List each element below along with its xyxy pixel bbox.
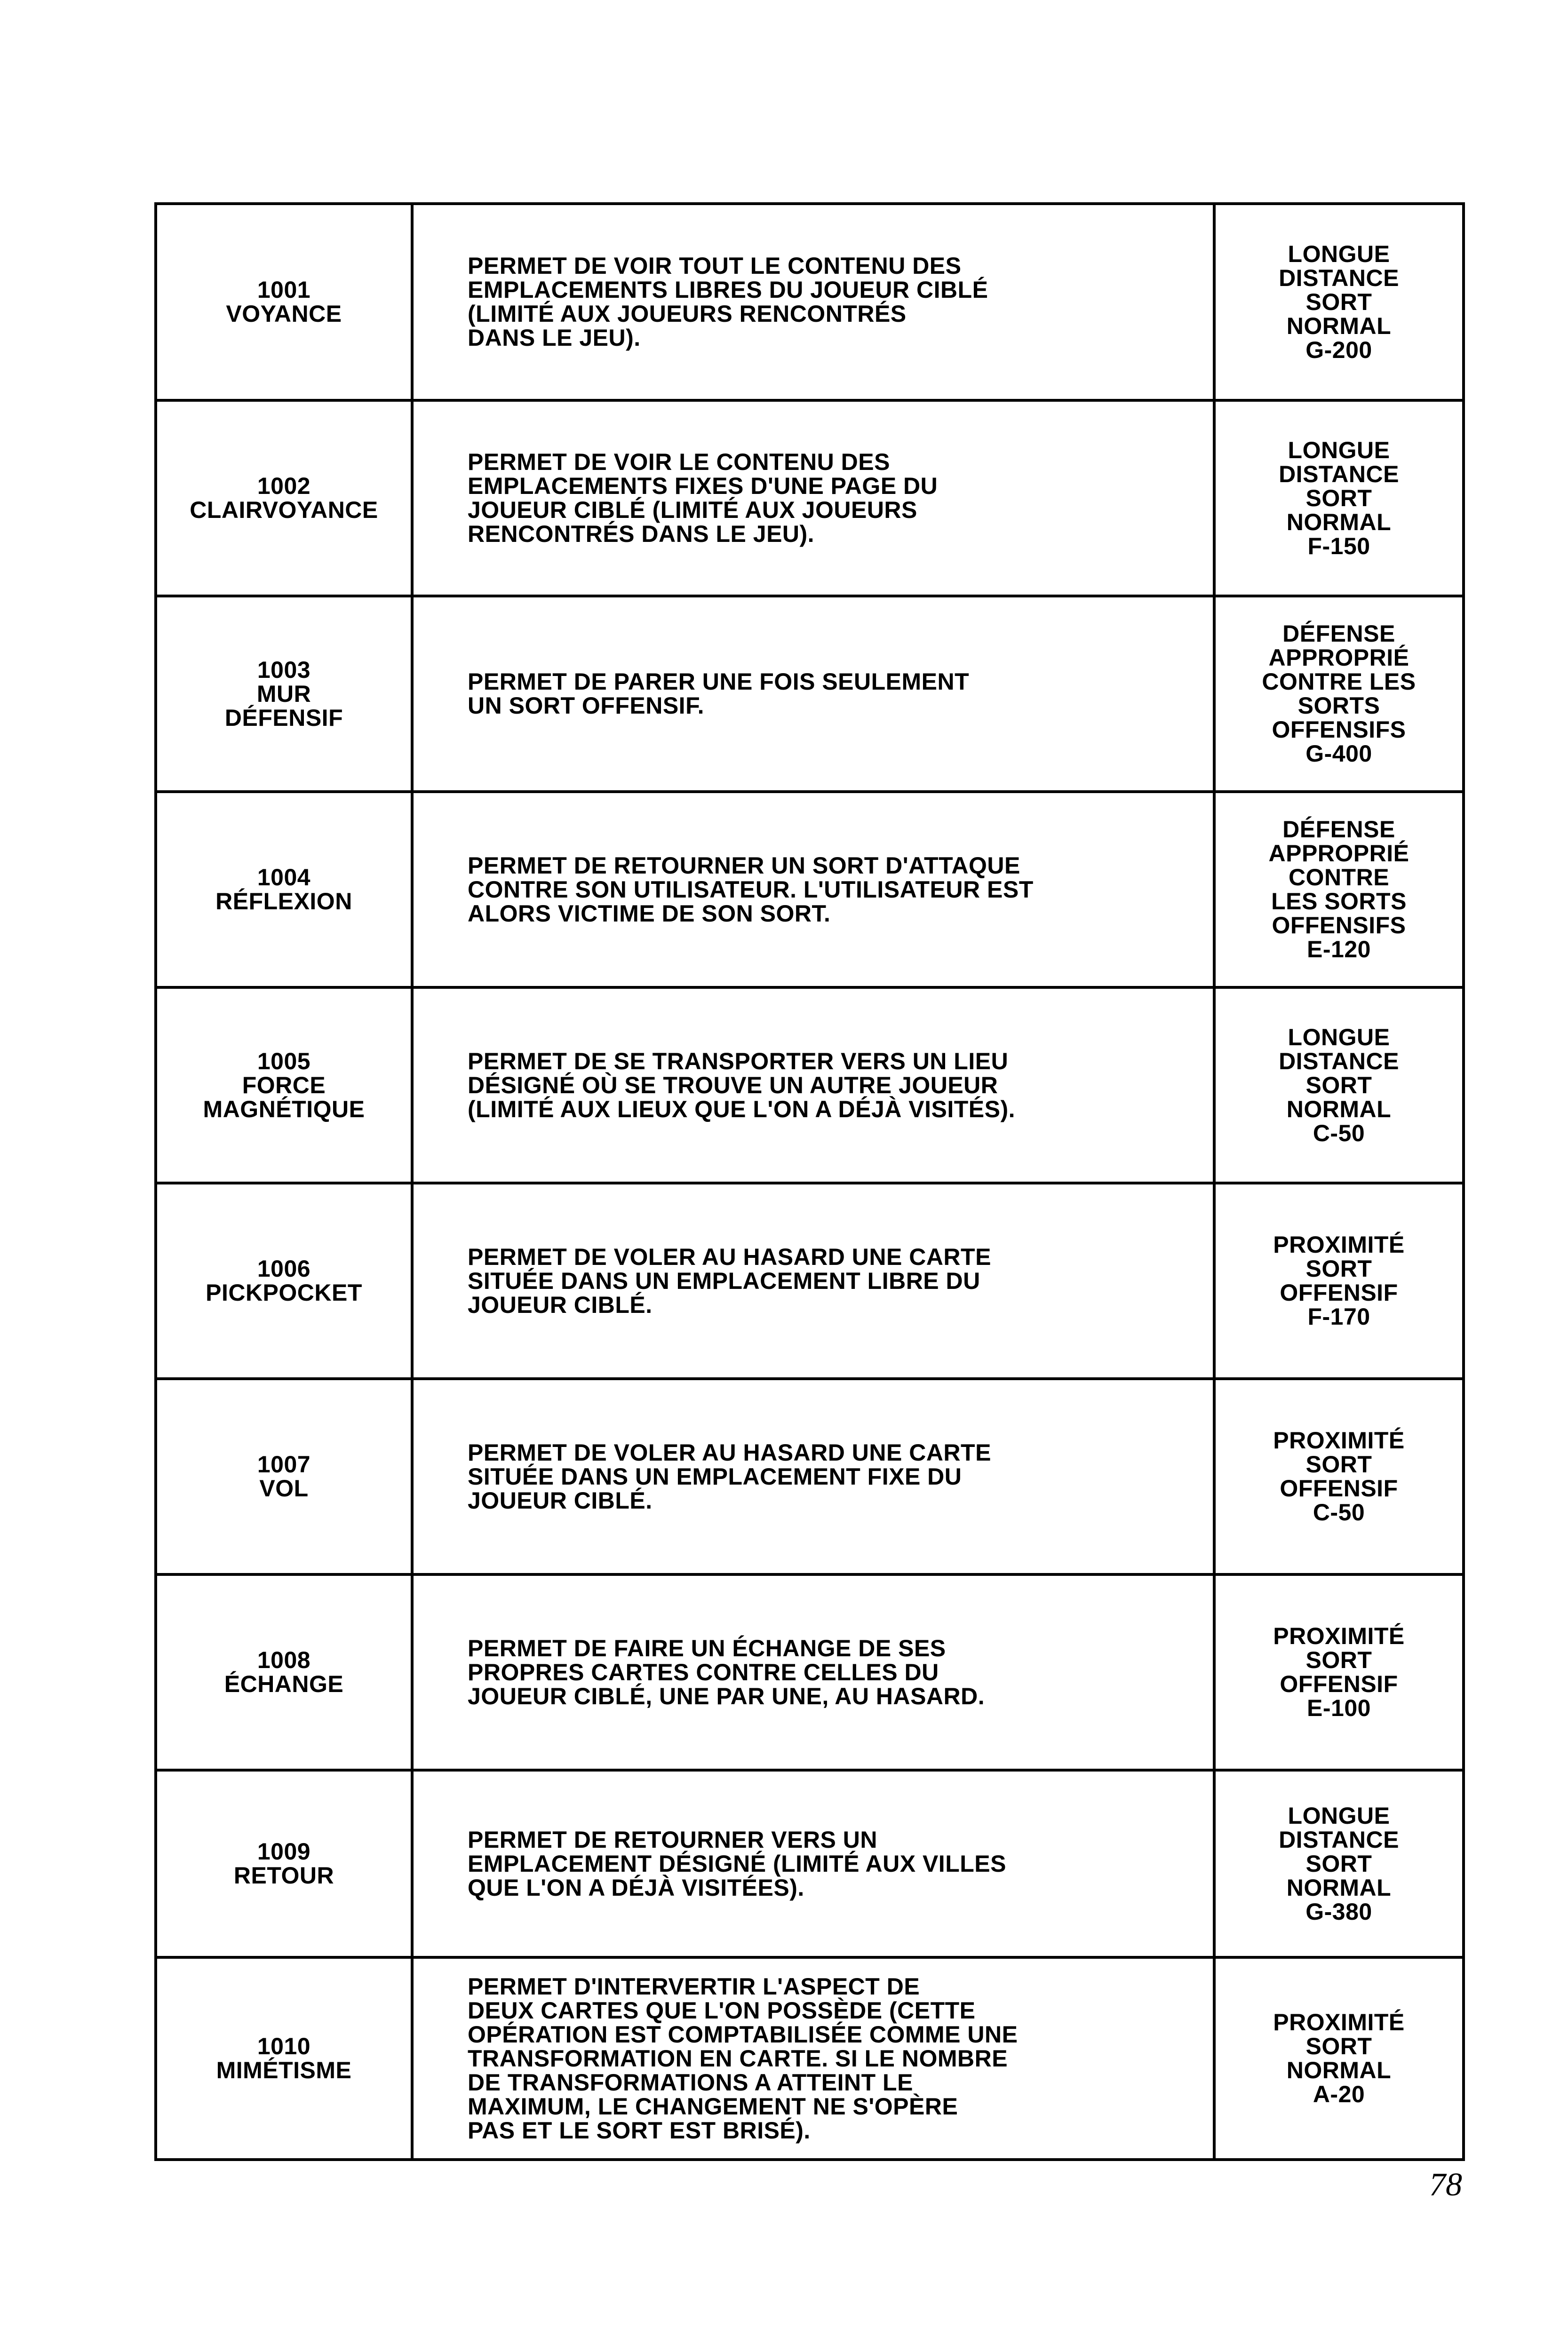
info-line: LONGUE: [1288, 240, 1390, 267]
card-name-cell: [156, 204, 412, 400]
card-row: [156, 1957, 1464, 2160]
card-number: 1001: [257, 277, 311, 303]
card-description: [412, 1957, 1214, 2160]
info-line: SORT: [1305, 1072, 1372, 1098]
card-number: 1010: [257, 2033, 311, 2059]
description-line: CONTRE SON UTILISATEUR. L'UTILISATEUR EST: [468, 876, 1034, 903]
description-line: PAS ET LE SORT EST BRISÉ).: [468, 2117, 811, 2144]
card-name-cell: [156, 1770, 412, 1957]
info-line: G-400: [1305, 740, 1372, 767]
description-line: JOUEUR CIBLÉ.: [468, 1487, 653, 1514]
description-line: UN SORT OFFENSIF.: [468, 692, 704, 719]
card-info: [1214, 1957, 1464, 2160]
description-line: JOUEUR CIBLÉ (LIMITÉ AUX JOUEURS: [468, 497, 917, 523]
info-line: APPROPRIÉ: [1268, 644, 1409, 671]
card-description: [412, 204, 1214, 400]
card-name-cell: [156, 1183, 412, 1379]
description-line: TRANSFORMATION EN CARTE. SI LE NOMBRE: [468, 2045, 1008, 2072]
card-number: 1004: [257, 864, 311, 890]
card-row: [156, 1770, 1464, 1957]
info-line: A-20: [1313, 2081, 1365, 2107]
info-line: DÉFENSE: [1282, 816, 1395, 842]
card-info: [1214, 204, 1464, 400]
info-line: DISTANCE: [1279, 1826, 1399, 1853]
description-line: PERMET D'INTERVERTIR L'ASPECT DE: [468, 1973, 920, 2000]
card-row: [156, 792, 1464, 987]
card-row: [156, 596, 1464, 792]
card-description: [412, 1770, 1214, 1957]
card-description: [412, 1379, 1214, 1574]
info-line: LES SORTS: [1271, 888, 1407, 914]
card-name-line: MUR: [256, 680, 311, 707]
description-line: EMPLACEMENTS LIBRES DU JOUEUR CIBLÉ: [468, 277, 988, 303]
card-description: [412, 596, 1214, 792]
description-line: PERMET DE VOIR LE CONTENU DES: [468, 449, 890, 475]
info-line: LONGUE: [1288, 1024, 1390, 1050]
spell-card-table: [154, 202, 1465, 2161]
card-name-line: MAGNÉTIQUE: [203, 1096, 365, 1122]
info-line: F-170: [1307, 1303, 1370, 1330]
card-row: [156, 1379, 1464, 1574]
info-line: PROXIMITÉ: [1273, 1232, 1405, 1258]
description-line: PERMET DE RETOURNER VERS UN: [468, 1826, 878, 1853]
info-line: APPROPRIÉ: [1268, 840, 1409, 866]
card-name: MIMÉTISME: [216, 2057, 352, 2083]
card-name-cell: [156, 1379, 412, 1574]
description-line: PERMET DE VOLER AU HASARD UNE CARTE: [468, 1439, 991, 1466]
info-line: OFFENSIFS: [1272, 716, 1406, 743]
description-line: OPÉRATION EST COMPTABILISÉE COMME UNE: [468, 2021, 1018, 2048]
card-number: 1006: [257, 1255, 311, 1282]
info-line: PROXIMITÉ: [1273, 1623, 1405, 1649]
description-line: SITUÉE DANS UN EMPLACEMENT FIXE DU: [468, 1463, 962, 1490]
info-line: NORMAL: [1286, 312, 1392, 339]
info-line: NORMAL: [1286, 1096, 1392, 1122]
card-number: 1008: [257, 1647, 311, 1673]
info-line: SORT: [1305, 1850, 1372, 1877]
card-name: PICKPOCKET: [206, 1279, 362, 1306]
description-line: EMPLACEMENT DÉSIGNÉ (LIMITÉ AUX VILLES: [468, 1850, 1006, 1877]
info-line: CONTRE LES: [1262, 668, 1416, 695]
info-line: DISTANCE: [1279, 461, 1399, 487]
card-name-cell: [156, 400, 412, 596]
info-line: PROXIMITÉ: [1273, 1427, 1405, 1454]
description-line: JOUEUR CIBLÉ.: [468, 1291, 653, 1318]
card-name-cell: [156, 987, 412, 1183]
description-line: DÉSIGNÉ OÙ SE TROUVE UN AUTRE JOUEUR: [468, 1072, 998, 1098]
info-line: SORT: [1305, 1647, 1372, 1673]
page-number: 78: [1429, 2167, 1462, 2203]
card-info: [1214, 1574, 1464, 1770]
card-name-cell: [156, 596, 412, 792]
card-row: [156, 1574, 1464, 1770]
description-line: PROPRES CARTES CONTRE CELLES DU: [468, 1659, 939, 1685]
card-description: [412, 987, 1214, 1183]
info-line: SORT: [1305, 288, 1372, 315]
info-line: NORMAL: [1286, 1874, 1392, 1901]
info-line: PROXIMITÉ: [1273, 2009, 1405, 2035]
description-line: RENCONTRÉS DANS LE JEU).: [468, 521, 815, 547]
description-line: PERMET DE SE TRANSPORTER VERS UN LIEU: [468, 1048, 1009, 1074]
card-name-cell: [156, 1574, 412, 1770]
info-line: E-120: [1307, 936, 1371, 962]
info-line: NORMAL: [1286, 509, 1392, 535]
card-description: [412, 1183, 1214, 1379]
description-line: PERMET DE PARER UNE FOIS SEULEMENT: [468, 668, 970, 695]
card-description: [412, 792, 1214, 987]
card-row: [156, 1183, 1464, 1379]
card-row: [156, 204, 1464, 400]
description-line: PERMET DE FAIRE UN ÉCHANGE DE SES: [468, 1635, 946, 1661]
description-line: PERMET DE VOIR TOUT LE CONTENU DES: [468, 253, 962, 279]
card-info: [1214, 792, 1464, 987]
info-line: OFFENSIF: [1280, 1279, 1398, 1306]
card-name-line: DÉFENSIF: [224, 704, 343, 731]
info-line: SORT: [1305, 1451, 1372, 1478]
card-name: RETOUR: [233, 1862, 334, 1889]
info-line: SORT: [1305, 2033, 1372, 2059]
info-line: DISTANCE: [1279, 1048, 1399, 1074]
card-number: 1005: [257, 1048, 311, 1074]
card-name-line: FORCE: [242, 1072, 326, 1098]
card-info: [1214, 1770, 1464, 1957]
card-row: [156, 400, 1464, 596]
info-line: G-200: [1305, 336, 1372, 363]
info-line: NORMAL: [1286, 2057, 1392, 2083]
card-number: 1003: [257, 656, 311, 683]
info-line: OFFENSIF: [1280, 1475, 1398, 1502]
card-name: CLAIRVOYANCE: [190, 497, 378, 523]
info-line: LONGUE: [1288, 1802, 1390, 1829]
info-line: C-50: [1313, 1499, 1365, 1526]
description-line: DANS LE JEU).: [468, 325, 641, 351]
card-info: [1214, 987, 1464, 1183]
info-line: SORTS: [1297, 692, 1380, 719]
info-line: C-50: [1313, 1120, 1365, 1146]
card-number: 1007: [257, 1451, 311, 1478]
info-line: DISTANCE: [1279, 264, 1399, 291]
info-line: OFFENSIFS: [1272, 912, 1406, 938]
card-name: RÉFLEXION: [215, 888, 352, 914]
description-line: ALORS VICTIME DE SON SORT.: [468, 900, 831, 927]
description-line: DEUX CARTES QUE L'ON POSSÈDE (CETTE: [468, 1997, 976, 2024]
card-number: 1002: [257, 473, 311, 499]
description-line: (LIMITÉ AUX LIEUX QUE L'ON A DÉJÀ VISITÉS).: [468, 1096, 1016, 1122]
description-line: (LIMITÉ AUX JOUEURS RENCONTRÉS: [468, 301, 907, 327]
info-line: SORT: [1305, 1255, 1372, 1282]
description-line: EMPLACEMENTS FIXES D'UNE PAGE DU: [468, 473, 938, 499]
description-line: PERMET DE RETOURNER UN SORT D'ATTAQUE: [468, 852, 1020, 879]
description-line: PERMET DE VOLER AU HASARD UNE CARTE: [468, 1243, 991, 1270]
card-info: [1214, 400, 1464, 596]
card-description: [412, 1574, 1214, 1770]
description-line: DE TRANSFORMATIONS A ATTEINT LE: [468, 2069, 913, 2096]
info-line: E-100: [1307, 1695, 1371, 1721]
card-row: [156, 987, 1464, 1183]
card-info: [1214, 1379, 1464, 1574]
card-name: VOL: [259, 1475, 309, 1502]
card-info: [1214, 1183, 1464, 1379]
card-info: [1214, 596, 1464, 792]
info-line: DÉFENSE: [1282, 620, 1395, 647]
info-line: LONGUE: [1288, 437, 1390, 463]
card-name: ÉCHANGE: [224, 1671, 344, 1697]
info-line: SORT: [1305, 485, 1372, 511]
card-name-cell: [156, 1957, 412, 2160]
card-name: VOYANCE: [226, 301, 342, 327]
info-line: CONTRE: [1288, 864, 1390, 890]
description-line: QUE L'ON A DÉJÀ VISITÉES).: [468, 1874, 804, 1901]
description-line: MAXIMUM, LE CHANGEMENT NE S'OPÈRE: [468, 2093, 958, 2120]
description-line: JOUEUR CIBLÉ, UNE PAR UNE, AU HASARD.: [468, 1683, 985, 1709]
description-line: SITUÉE DANS UN EMPLACEMENT LIBRE DU: [468, 1267, 980, 1294]
card-name-cell: [156, 792, 412, 987]
card-description: [412, 400, 1214, 596]
info-line: G-380: [1305, 1898, 1372, 1925]
info-line: OFFENSIF: [1280, 1671, 1398, 1697]
card-number: 1009: [257, 1838, 311, 1865]
info-line: F-150: [1307, 532, 1370, 559]
